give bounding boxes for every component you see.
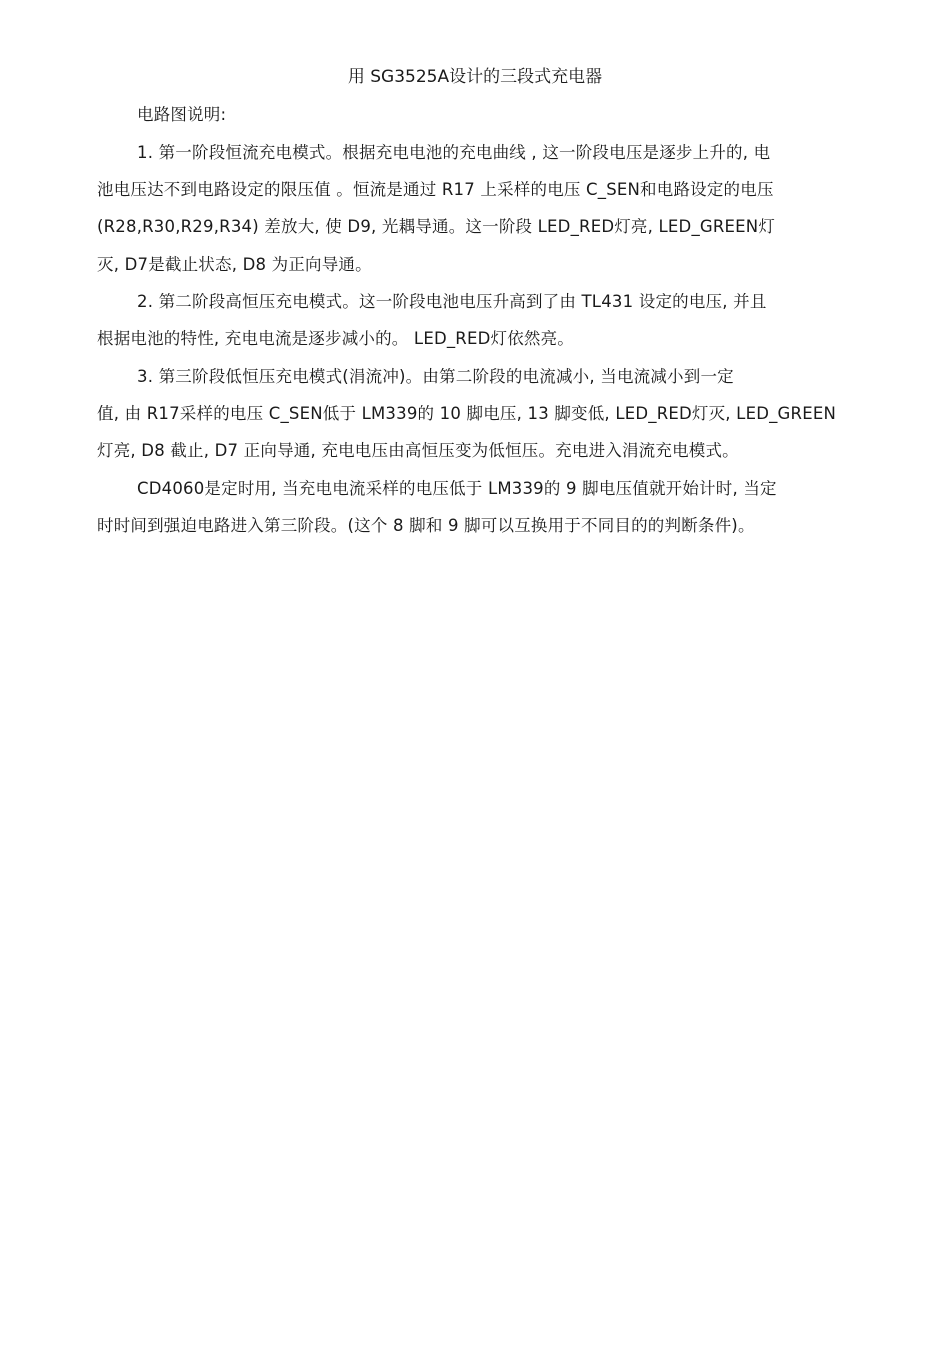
paragraph-2-line-2: 根据电池的特性, 充电电流是逐步减小的。 LED_RED灯依然亮。 <box>97 329 575 348</box>
paragraph-1-line-3: (R28,R30,R29,R34) 差放大, 使 D9, 光耦导通。这一阶段 LED_RED灯亮, LED_GREEN灯 <box>97 217 776 236</box>
paragraph-4-line-1: CD4060是定时用, 当充电电流采样的电压低于 LM339的 9 脚电压值就开始计时, 当定 <box>137 479 777 498</box>
paragraph-3-line-3: 灯亮, D8 截止, D7 正向导通, 充电电压由高恒压变为低恒压。充电进入涓流充电模式。 <box>97 441 739 460</box>
paragraph-1-line-4: 灭, D7是截止状态, D8 为正向导通。 <box>97 255 372 274</box>
intro-heading: 电路图说明: <box>137 105 227 124</box>
paragraph-4-line-2: 时时间到强迫电路进入第三阶段。(这个 8 脚和 9 脚可以互换用于不同目的的判断条件)。 <box>97 516 755 535</box>
paragraph-3-line-1: 3. 第三阶段低恒压充电模式(涓流冲)。由第二阶段的电流减小, 当电流减小到一定 <box>137 367 734 386</box>
paragraph-1-line-1: 1. 第一阶段恒流充电模式。根据充电电池的充电曲线 , 这一阶段电压是逐步上升的, 电 <box>137 143 771 162</box>
document-title: 用 SG3525A设计的三段式充电器 <box>347 67 603 87</box>
paragraph-1-line-2: 池电压达不到电路设定的限压值 。恒流是通过 R17 上采样的电压 C_SEN和电路设定的电压 <box>97 180 774 199</box>
paragraph-3-line-2: 值, 由 R17采样的电压 C_SEN低于 LM339的 10 脚电压, 13 脚变低, LED_RED灯灭, LED_GREEN <box>97 404 836 423</box>
paragraph-2-line-1: 2. 第二阶段高恒压充电模式。这一阶段电池电压升高到了由 TL431 设定的电压, 并且 <box>137 292 767 311</box>
